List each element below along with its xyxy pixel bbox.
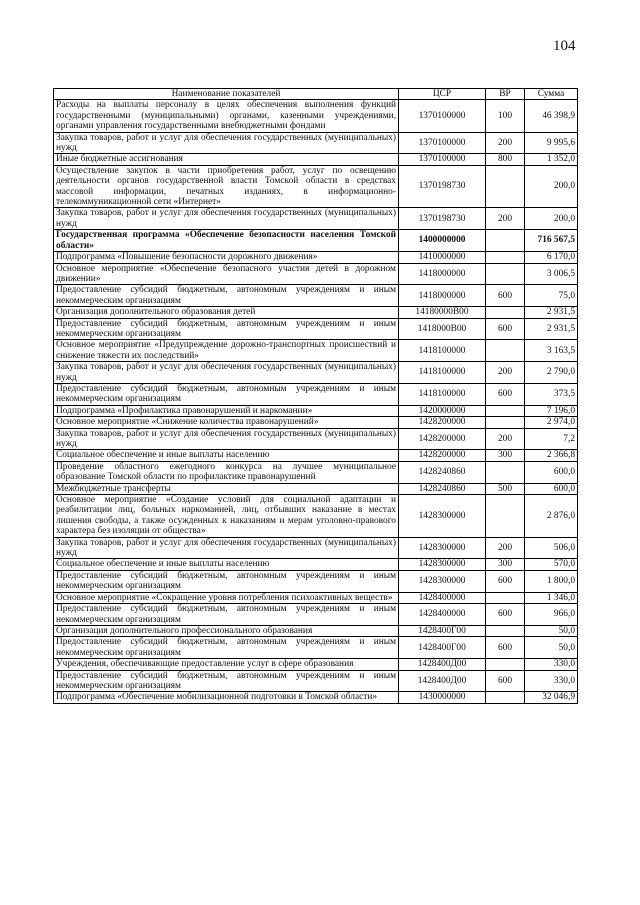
- row-name: Подпрограмма «Обеспечение мобилизационной подготовки в Томской области»: [54, 692, 399, 703]
- budget-table: [53, 88, 578, 704]
- row-name: Организация дополнительного профессионального образования: [54, 625, 399, 636]
- row-vr: [486, 252, 525, 263]
- row-name: Закупка товаров, работ и услуг для обеспечения государственных (муниципальных) нужд: [54, 537, 399, 559]
- row-sum: 32 046,9: [525, 692, 578, 703]
- table-row: [54, 208, 578, 230]
- row-sum: 570,0: [525, 559, 578, 570]
- table-row: [54, 692, 578, 703]
- table-row: [54, 659, 578, 670]
- row-name: Основное мероприятие «Обеспечение безопасного участия детей в дорожном движении»: [54, 263, 399, 285]
- row-sum: 200,0: [525, 165, 578, 208]
- table-row: [54, 318, 578, 340]
- row-name: Закупка товаров, работ и услуг для обеспечения государственных (муниципальных) нужд: [54, 362, 399, 384]
- table-body: [54, 100, 578, 703]
- page-number: 104: [553, 38, 576, 54]
- row-csr: 1428400Г00: [399, 637, 486, 659]
- table-row: [54, 450, 578, 461]
- table-row: [54, 625, 578, 636]
- row-vr: 100: [486, 100, 525, 132]
- row-sum: 1 352,0: [525, 154, 578, 165]
- row-vr: 300: [486, 450, 525, 461]
- table-row: [54, 263, 578, 285]
- table-row: [54, 559, 578, 570]
- table-row: [54, 154, 578, 165]
- row-sum: 2 931,5: [525, 318, 578, 340]
- row-vr: 600: [486, 670, 525, 692]
- row-vr: 600: [486, 285, 525, 307]
- row-vr: 800: [486, 154, 525, 165]
- table-row: [54, 461, 578, 483]
- table-row: [54, 340, 578, 362]
- row-csr: 1418000000: [399, 285, 486, 307]
- row-csr: 1428300000: [399, 537, 486, 559]
- row-csr: 1428300000: [399, 559, 486, 570]
- row-name: Проведение областного ежегодного конкурса на лучшее муниципальное образование Томской области по профилактике правонарушений: [54, 461, 399, 483]
- row-sum: 200,0: [525, 208, 578, 230]
- row-csr: 14180000В00: [399, 307, 486, 318]
- row-sum: 7 196,0: [525, 405, 578, 416]
- row-csr: 1418000В00: [399, 318, 486, 340]
- row-vr: 600: [486, 604, 525, 626]
- table-row: [54, 230, 578, 252]
- row-name: Иные бюджетные ассигнования: [54, 154, 399, 165]
- row-vr: 600: [486, 318, 525, 340]
- row-csr: 1400000000: [399, 230, 486, 252]
- row-name: Организация дополнительного образования детей: [54, 307, 399, 318]
- row-sum: 373,5: [525, 383, 578, 405]
- row-vr: [486, 692, 525, 703]
- table-row: [54, 307, 578, 318]
- row-sum: 600,0: [525, 461, 578, 483]
- row-name: Основное мероприятие «Предупреждение дорожно-транспортных происшествий и снижение тяжести их последствий»: [54, 340, 399, 362]
- row-vr: 200: [486, 428, 525, 450]
- row-vr: 300: [486, 559, 525, 570]
- row-sum: 966,0: [525, 604, 578, 626]
- row-csr: 1428400Г00: [399, 625, 486, 636]
- row-sum: 2 366,8: [525, 450, 578, 461]
- row-name: Подпрограмма «Повышение безопасности дорожного движения»: [54, 252, 399, 263]
- table-row: [54, 495, 578, 538]
- table-row: [54, 383, 578, 405]
- row-sum: 2 974,0: [525, 417, 578, 428]
- row-vr: [486, 340, 525, 362]
- row-csr: 1428300000: [399, 570, 486, 592]
- table-row: [54, 405, 578, 416]
- row-vr: 200: [486, 537, 525, 559]
- row-sum: 1 800,0: [525, 570, 578, 592]
- row-csr: 1428400000: [399, 604, 486, 626]
- table-row: [54, 483, 578, 494]
- row-name: Предоставление субсидий бюджетным, автономным учреждениям и иным некоммерческим организациям: [54, 570, 399, 592]
- row-sum: 7,2: [525, 428, 578, 450]
- row-vr: [486, 659, 525, 670]
- row-csr: 1370198730: [399, 208, 486, 230]
- row-vr: [486, 405, 525, 416]
- header-csr: ЦСР: [399, 89, 486, 100]
- row-csr: 1370100000: [399, 154, 486, 165]
- row-csr: 1428240860: [399, 483, 486, 494]
- row-csr: 1370198730: [399, 165, 486, 208]
- row-name: Основное мероприятие «Создание условий для социальной адаптации и реабилитации лиц, больных наркоманией, лиц, отбывших наказание в местах лишения свободы, а также осужденных к наказаниям и мерам уголовно-правового характера без изоляции от общества»: [54, 495, 399, 538]
- row-sum: 2 790,0: [525, 362, 578, 384]
- row-sum: 3 163,5: [525, 340, 578, 362]
- row-vr: 500: [486, 483, 525, 494]
- row-name: Предоставление субсидий бюджетным, автономным учреждениям и иным некоммерческим организациям: [54, 670, 399, 692]
- row-csr: 1420000000: [399, 405, 486, 416]
- row-vr: 600: [486, 383, 525, 405]
- row-name: Предоставление субсидий бюджетным, автономным учреждениям и иным некоммерческим организациям: [54, 383, 399, 405]
- row-vr: 200: [486, 132, 525, 154]
- row-name: Основное мероприятие «Снижение количества правонарушений»: [54, 417, 399, 428]
- row-csr: 1428200000: [399, 417, 486, 428]
- row-name: Социальное обеспечение и иные выплаты населению: [54, 559, 399, 570]
- row-name: Предоставление субсидий бюджетным, автономным учреждениям и иным некоммерческим организациям: [54, 637, 399, 659]
- row-name: Закупка товаров, работ и услуг для обеспечения государственных (муниципальных) нужд: [54, 132, 399, 154]
- row-sum: 716 567,5: [525, 230, 578, 252]
- table-row: [54, 670, 578, 692]
- row-vr: [486, 230, 525, 252]
- row-csr: 1370100000: [399, 132, 486, 154]
- table-header-row: [54, 89, 578, 100]
- row-name: Предоставление субсидий бюджетным, автономным учреждениям и иным некоммерческим организациям: [54, 318, 399, 340]
- header-sum: Сумма: [525, 89, 578, 100]
- table-row: [54, 165, 578, 208]
- row-vr: [486, 495, 525, 538]
- row-csr: 1370100000: [399, 100, 486, 132]
- table-row: [54, 637, 578, 659]
- row-vr: [486, 625, 525, 636]
- row-name: Учреждения, обеспечивающие предоставление услуг в сфере образования: [54, 659, 399, 670]
- row-vr: [486, 307, 525, 318]
- row-sum: 330,0: [525, 670, 578, 692]
- table-row: [54, 537, 578, 559]
- row-vr: [486, 461, 525, 483]
- row-vr: 200: [486, 362, 525, 384]
- row-vr: [486, 592, 525, 603]
- row-name: Предоставление субсидий бюджетным, автономным учреждениям и иным некоммерческим организациям: [54, 285, 399, 307]
- row-csr: 1418100000: [399, 340, 486, 362]
- table-row: [54, 570, 578, 592]
- row-name: Подпрограмма «Профилактика правонарушений и наркомании»: [54, 405, 399, 416]
- row-name: Закупка товаров, работ и услуг для обеспечения государственных (муниципальных) нужд: [54, 428, 399, 450]
- row-csr: 1428400Д00: [399, 659, 486, 670]
- row-name: Предоставление субсидий бюджетным, автономным учреждениям и иным некоммерческим организациям: [54, 604, 399, 626]
- row-vr: 600: [486, 570, 525, 592]
- row-vr: [486, 263, 525, 285]
- table-row: [54, 100, 578, 132]
- row-sum: 3 006,5: [525, 263, 578, 285]
- row-sum: 50,0: [525, 625, 578, 636]
- row-csr: 1418100000: [399, 383, 486, 405]
- row-sum: 50,0: [525, 637, 578, 659]
- row-name: Закупка товаров, работ и услуг для обеспечения государственных (муниципальных) нужд: [54, 208, 399, 230]
- row-csr: 1428400Д00: [399, 670, 486, 692]
- row-name: Государственная программа «Обеспечение безопасности населения Томской области»: [54, 230, 399, 252]
- row-name: Основное мероприятие «Сокращение уровня потребления психоактивных веществ»: [54, 592, 399, 603]
- row-csr: 1418100000: [399, 362, 486, 384]
- row-name: Межбюджетные трансферты: [54, 483, 399, 494]
- row-sum: 46 398,9: [525, 100, 578, 132]
- table-row: [54, 604, 578, 626]
- row-sum: 2 931,5: [525, 307, 578, 318]
- header-name: Наименование показателей: [54, 89, 399, 100]
- row-csr: 1430000000: [399, 692, 486, 703]
- row-sum: 6 170,0: [525, 252, 578, 263]
- row-name: Расходы на выплаты персоналу в целях обеспечения выполнения функций государственными (муниципальными) органами, казенными учреждениями, органами управления государственными внебюджетными фондами: [54, 100, 399, 132]
- row-vr: [486, 165, 525, 208]
- table-row: [54, 362, 578, 384]
- row-sum: 506,0: [525, 537, 578, 559]
- row-sum: 75,0: [525, 285, 578, 307]
- table-row: [54, 417, 578, 428]
- row-csr: 1410000000: [399, 252, 486, 263]
- table-row: [54, 592, 578, 603]
- table-row: [54, 285, 578, 307]
- row-sum: 2 876,0: [525, 495, 578, 538]
- row-sum: 9 995,6: [525, 132, 578, 154]
- row-vr: 200: [486, 208, 525, 230]
- table-row: [54, 132, 578, 154]
- row-csr: 1428400000: [399, 592, 486, 603]
- table-row: [54, 252, 578, 263]
- row-csr: 1428300000: [399, 495, 486, 538]
- row-sum: 600,0: [525, 483, 578, 494]
- row-sum: 1 346,0: [525, 592, 578, 603]
- row-csr: 1428240860: [399, 461, 486, 483]
- table-row: [54, 428, 578, 450]
- row-sum: 330,0: [525, 659, 578, 670]
- row-name: Осуществление закупок в части приобретения работ, услуг по освещению деятельности органов государственной власти Томской области в средствах массовой информации, печатных изданиях, в информационно-телекоммуникационной сети «Интернет»: [54, 165, 399, 208]
- row-csr: 1428200000: [399, 428, 486, 450]
- row-vr: 600: [486, 637, 525, 659]
- row-name: Социальное обеспечение и иные выплаты населению: [54, 450, 399, 461]
- row-csr: 1428200000: [399, 450, 486, 461]
- row-csr: 1418000000: [399, 263, 486, 285]
- row-vr: [486, 417, 525, 428]
- header-vr: ВР: [486, 89, 525, 100]
